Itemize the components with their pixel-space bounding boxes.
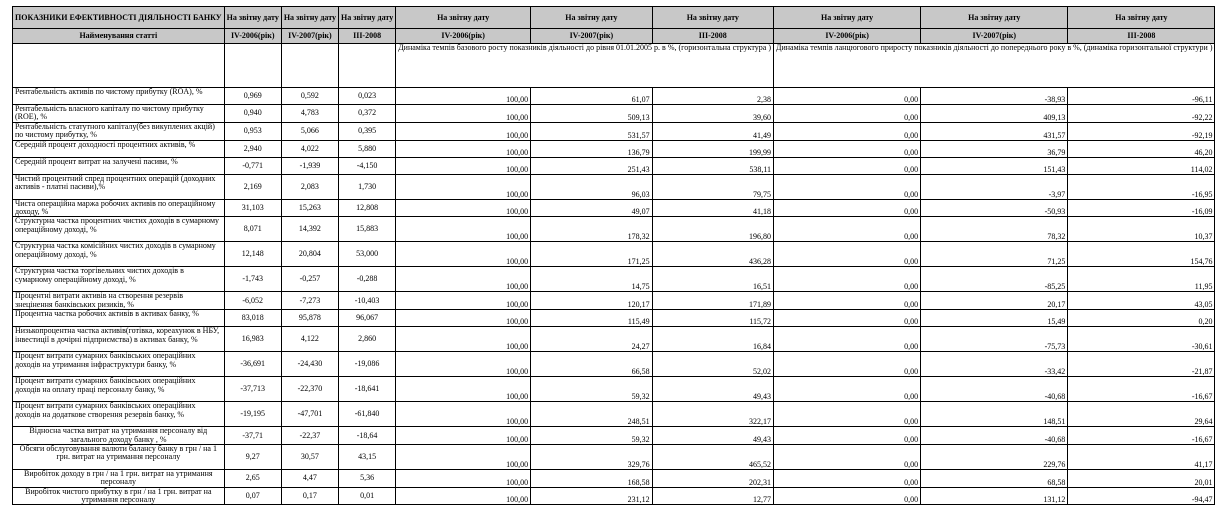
indicator-name: Структурна частка комісійних чистих доходів в сумарному операційному доході, %	[13, 242, 225, 267]
blank-cell	[224, 44, 281, 88]
indicator-value: 4,783	[281, 105, 338, 123]
table-row	[13, 310, 1215, 327]
indicator-value: -36,691	[224, 352, 281, 377]
table-row	[13, 267, 1215, 292]
chain-growth-value: 0,00	[774, 352, 921, 377]
base-growth-value: 231,12	[531, 487, 652, 505]
indicator-value: 12,808	[339, 199, 396, 217]
base-growth-value: 248,51	[531, 402, 652, 427]
base-growth-value: 538,11	[652, 157, 773, 174]
chain-growth-value: 0,00	[774, 157, 921, 174]
chain-growth-value: -40,68	[921, 377, 1068, 402]
indicator-value: 0,01	[339, 487, 396, 505]
indicator-value: 1,730	[339, 174, 396, 199]
chain-growth-value: 0,00	[774, 174, 921, 199]
header-row-notes	[13, 44, 1215, 88]
base-growth-value: 100,00	[396, 310, 531, 327]
base-growth-value: 61,07	[531, 88, 652, 105]
chain-growth-value: 431,57	[921, 122, 1068, 140]
indicator-value: 83,018	[224, 310, 281, 327]
indicator-name: Середній процент витрат на залучені пасиви, %	[13, 157, 225, 174]
indicator-name: Рентабельність статутного капіталу(без викуплених акцій) по чистому прибутку, %	[13, 122, 225, 140]
indicator-value: 9,27	[224, 444, 281, 469]
table-row	[13, 427, 1215, 445]
base-growth-value: 199,99	[652, 140, 773, 157]
indicator-value: 2,169	[224, 174, 281, 199]
indicator-value: 4,47	[281, 469, 338, 487]
table-row	[13, 105, 1215, 123]
indicator-value: -0,771	[224, 157, 281, 174]
period-header-9: III-2008	[1068, 29, 1215, 44]
base-growth-value: 100,00	[396, 140, 531, 157]
date-header-1: На звітну дату	[224, 7, 281, 29]
base-growth-value: 120,17	[531, 292, 652, 310]
indicator-value: -18,64	[339, 427, 396, 445]
chain-growth-value: -96,11	[1068, 88, 1215, 105]
table-row	[13, 242, 1215, 267]
period-header-3: III-2008	[339, 29, 396, 44]
base-growth-value: 24,27	[531, 327, 652, 352]
chain-growth-value: 154,76	[1068, 242, 1215, 267]
chain-growth-value: 0,00	[774, 199, 921, 217]
table-title: ПОКАЗНИКИ ЕФЕКТИВНОСТІ ДІЯЛЬНОСТІ БАНКУ	[13, 7, 225, 29]
period-header-4: IV-2006(рік)	[396, 29, 531, 44]
base-growth-value: 49,07	[531, 199, 652, 217]
chain-growth-value: 0,00	[774, 487, 921, 505]
header-row-periods	[13, 29, 1215, 44]
chain-growth-value: -94,47	[1068, 487, 1215, 505]
indicator-value: -19,086	[339, 352, 396, 377]
table-row	[13, 377, 1215, 402]
indicator-value: -47,701	[281, 402, 338, 427]
base-growth-value: 115,72	[652, 310, 773, 327]
base-growth-value: 100,00	[396, 267, 531, 292]
base-growth-value: 2,38	[652, 88, 773, 105]
chain-growth-value: 15,49	[921, 310, 1068, 327]
chain-growth-value: -16,67	[1068, 427, 1215, 445]
period-header-5: IV-2007(рік)	[531, 29, 652, 44]
chain-growth-value: 20,01	[1068, 469, 1215, 487]
chain-growth-value: 0,00	[774, 242, 921, 267]
efficiency-indicators-table	[12, 6, 1215, 505]
chain-growth-value: 46,20	[1068, 140, 1215, 157]
indicator-name: Виробіток чистого прибутку в грн / на 1 грн. витрат на утримання персоналу	[13, 487, 225, 505]
table-row	[13, 157, 1215, 174]
base-growth-value: 100,00	[396, 427, 531, 445]
base-growth-value: 100,00	[396, 292, 531, 310]
indicator-value: -61,840	[339, 402, 396, 427]
chain-growth-value: 114,02	[1068, 157, 1215, 174]
base-growth-value: 202,31	[652, 469, 773, 487]
base-growth-value: 41,49	[652, 122, 773, 140]
chain-growth-value: 0,00	[774, 444, 921, 469]
chain-growth-value: 0,00	[774, 140, 921, 157]
base-growth-value: 66,58	[531, 352, 652, 377]
base-growth-value: 59,32	[531, 427, 652, 445]
table-row	[13, 122, 1215, 140]
date-header-7: На звітну дату	[774, 7, 921, 29]
chain-growth-value: -40,68	[921, 427, 1068, 445]
date-header-9: На звітну дату	[1068, 7, 1215, 29]
chain-growth-value: 0,00	[774, 327, 921, 352]
table-body	[13, 7, 1215, 505]
indicator-value: 2,083	[281, 174, 338, 199]
indicator-name: Процент витрати сумарних банківських операційних доходів на утримання інфраструктури банку, %	[13, 352, 225, 377]
indicator-name: Рентабельність власного капіталу по чистому прибутку (ROE), %	[13, 105, 225, 123]
chain-growth-value: 0,00	[774, 310, 921, 327]
chain-growth-value: -85,25	[921, 267, 1068, 292]
indicator-value: 0,969	[224, 88, 281, 105]
chain-growth-value: 0,00	[774, 88, 921, 105]
chain-growth-value: 0,00	[774, 427, 921, 445]
chain-growth-value: -16,09	[1068, 199, 1215, 217]
indicator-value: 0,395	[339, 122, 396, 140]
indicator-value: 43,15	[339, 444, 396, 469]
chain-growth-value: 11,95	[1068, 267, 1215, 292]
indicator-value: 2,860	[339, 327, 396, 352]
chain-growth-value: 409,13	[921, 105, 1068, 123]
period-header-8: IV-2007(рік)	[921, 29, 1068, 44]
table-row	[13, 292, 1215, 310]
base-growth-value: 52,02	[652, 352, 773, 377]
base-growth-value: 100,00	[396, 122, 531, 140]
base-growth-value: 100,00	[396, 327, 531, 352]
chain-growth-value: 0,00	[774, 402, 921, 427]
chain-growth-value: 36,79	[921, 140, 1068, 157]
indicator-name: Середній процент доходності процентних активів, %	[13, 140, 225, 157]
chain-growth-value: 68,58	[921, 469, 1068, 487]
base-growth-value: 531,57	[531, 122, 652, 140]
period-header-7: IV-2006(рік)	[774, 29, 921, 44]
base-growth-value: 168,58	[531, 469, 652, 487]
indicator-value: -0,257	[281, 267, 338, 292]
base-growth-value: 509,13	[531, 105, 652, 123]
date-header-2: На звітну дату	[281, 7, 338, 29]
base-growth-value: 171,89	[652, 292, 773, 310]
chain-growth-value: -92,19	[1068, 122, 1215, 140]
indicator-value: 95,878	[281, 310, 338, 327]
indicator-name: Структурна частка торгівельних чистих доходів в сумарному операційному доході, %	[13, 267, 225, 292]
indicator-value: 96,067	[339, 310, 396, 327]
blank-cell	[13, 44, 225, 88]
indicator-value: 0,17	[281, 487, 338, 505]
indicator-value: -22,37	[281, 427, 338, 445]
blank-cell	[281, 44, 338, 88]
base-growth-value: 322,17	[652, 402, 773, 427]
table-row	[13, 444, 1215, 469]
indicator-name: Структурна частка процентних чистих доходів в сумарному операційному доході, %	[13, 217, 225, 242]
indicator-name: Процент витрати сумарних банківських операційних доходів на оплату праці персоналу банку, %	[13, 377, 225, 402]
base-growth-value: 100,00	[396, 242, 531, 267]
chain-growth-note: Динаміка темпів ланцюгового приросту показників діяльності до попереднього року в %, (динаміка горизонтальної структури )	[774, 44, 1215, 88]
base-growth-value: 196,80	[652, 217, 773, 242]
indicator-value: 31,103	[224, 199, 281, 217]
chain-growth-value: -3,97	[921, 174, 1068, 199]
base-growth-value: 16,84	[652, 327, 773, 352]
base-growth-value: 465,52	[652, 444, 773, 469]
indicator-name: Процентні витрати активів на створення резервів знецінення банківських ризиків, %	[13, 292, 225, 310]
date-header-6: На звітну дату	[652, 7, 773, 29]
table-row	[13, 327, 1215, 352]
chain-growth-value: -33,42	[921, 352, 1068, 377]
table-row	[13, 402, 1215, 427]
base-growth-value: 49,43	[652, 427, 773, 445]
indicator-value: -24,430	[281, 352, 338, 377]
chain-growth-value: 0,20	[1068, 310, 1215, 327]
indicator-value: 5,880	[339, 140, 396, 157]
chain-growth-value: 71,25	[921, 242, 1068, 267]
indicator-value: -7,273	[281, 292, 338, 310]
indicator-value: -6,052	[224, 292, 281, 310]
base-growth-value: 329,76	[531, 444, 652, 469]
period-header-1: IV-2006(рік)	[224, 29, 281, 44]
indicator-name: Відносна частка витрат на утримання персоналу від загального доходу банку , %	[13, 427, 225, 445]
indicator-value: 0,953	[224, 122, 281, 140]
base-growth-value: 100,00	[396, 199, 531, 217]
indicator-value: 20,804	[281, 242, 338, 267]
base-growth-value: 14,75	[531, 267, 652, 292]
indicator-value: -37,71	[224, 427, 281, 445]
base-growth-value: 100,00	[396, 377, 531, 402]
chain-growth-value: 0,00	[774, 377, 921, 402]
base-growth-value: 436,28	[652, 242, 773, 267]
base-growth-value: 49,43	[652, 377, 773, 402]
indicator-name: Низькопроцентна частка активів(готівка, кореахунок в НБУ, інвестиції в дочірні підприємства) в активах банку, %	[13, 327, 225, 352]
indicator-value: 15,263	[281, 199, 338, 217]
chain-growth-value: -75,73	[921, 327, 1068, 352]
period-header-6: III-2008	[652, 29, 773, 44]
chain-growth-value: 148,51	[921, 402, 1068, 427]
chain-growth-value: -16,95	[1068, 174, 1215, 199]
period-header-2: IV-2007(рік)	[281, 29, 338, 44]
table-row	[13, 469, 1215, 487]
chain-growth-value: 43,05	[1068, 292, 1215, 310]
indicator-value: -10,403	[339, 292, 396, 310]
base-growth-value: 100,00	[396, 157, 531, 174]
chain-growth-value: 151,43	[921, 157, 1068, 174]
chain-growth-value: 0,00	[774, 105, 921, 123]
base-growth-value: 41,18	[652, 199, 773, 217]
indicator-value: -4,150	[339, 157, 396, 174]
date-header-3: На звітну дату	[339, 7, 396, 29]
indicator-value: 2,940	[224, 140, 281, 157]
indicator-value: 53,000	[339, 242, 396, 267]
date-header-4: На звітну дату	[396, 7, 531, 29]
table-row	[13, 199, 1215, 217]
indicator-value: 8,071	[224, 217, 281, 242]
indicator-value: -19,195	[224, 402, 281, 427]
chain-growth-value: -21,87	[1068, 352, 1215, 377]
row-label-header: Найменування статті	[13, 29, 225, 44]
base-growth-note: Динаміка темпів базового росту показників діяльності до рівня 01.01.2005 р. в %, (горизонтальна структура )	[396, 44, 774, 88]
chain-growth-value: -38,93	[921, 88, 1068, 105]
base-growth-value: 100,00	[396, 402, 531, 427]
indicator-value: 30,57	[281, 444, 338, 469]
base-growth-value: 100,00	[396, 487, 531, 505]
indicator-name: Процент витрати сумарних банківських операційних доходів на додаткове створення резервів банку, %	[13, 402, 225, 427]
chain-growth-value: 131,12	[921, 487, 1068, 505]
chain-growth-value: 78,32	[921, 217, 1068, 242]
base-growth-value: 100,00	[396, 352, 531, 377]
indicator-value: 0,07	[224, 487, 281, 505]
base-growth-value: 251,43	[531, 157, 652, 174]
chain-growth-value: -16,67	[1068, 377, 1215, 402]
chain-growth-value: 229,76	[921, 444, 1068, 469]
table-row	[13, 352, 1215, 377]
chain-growth-value: -30,61	[1068, 327, 1215, 352]
indicator-name: Рентабельність активів по чистому прибутку (ROA), %	[13, 88, 225, 105]
base-growth-value: 115,49	[531, 310, 652, 327]
base-growth-value: 178,32	[531, 217, 652, 242]
base-growth-value: 100,00	[396, 174, 531, 199]
chain-growth-value: -92,22	[1068, 105, 1215, 123]
table-row	[13, 487, 1215, 505]
date-header-8: На звітну дату	[921, 7, 1068, 29]
base-growth-value: 100,00	[396, 88, 531, 105]
indicator-value: 4,022	[281, 140, 338, 157]
chain-growth-value: 41,17	[1068, 444, 1215, 469]
indicator-value: 15,883	[339, 217, 396, 242]
indicator-name: Процентна частка робочих активів в активах банку, %	[13, 310, 225, 327]
indicator-value: -1,939	[281, 157, 338, 174]
chain-growth-value: 0,00	[774, 122, 921, 140]
base-growth-value: 171,25	[531, 242, 652, 267]
table-row	[13, 140, 1215, 157]
header-row-dates	[13, 7, 1215, 29]
base-growth-value: 96,03	[531, 174, 652, 199]
chain-growth-value: 0,00	[774, 469, 921, 487]
indicator-value: 0,372	[339, 105, 396, 123]
indicator-value: 4,122	[281, 327, 338, 352]
indicator-name: Чиста операційна маржа робочих активів по операційному доходу, %	[13, 199, 225, 217]
table-row	[13, 174, 1215, 199]
indicator-value: -0,288	[339, 267, 396, 292]
indicator-value: 5,36	[339, 469, 396, 487]
indicator-value: 0,023	[339, 88, 396, 105]
indicator-name: Виробіток доходу в грн / на 1 грн. витрат на утримання персоналу	[13, 469, 225, 487]
indicator-name: Обсяги обслуговування валюти балансу банку в грн / на 1 грн. витрат на утримання персоналу	[13, 444, 225, 469]
base-growth-value: 16,51	[652, 267, 773, 292]
base-growth-value: 39,60	[652, 105, 773, 123]
chain-growth-value: 29,64	[1068, 402, 1215, 427]
chain-growth-value: -50,93	[921, 199, 1068, 217]
indicator-value: -37,713	[224, 377, 281, 402]
indicator-value: -1,743	[224, 267, 281, 292]
chain-growth-value: 0,00	[774, 217, 921, 242]
table-row	[13, 88, 1215, 105]
base-growth-value: 100,00	[396, 105, 531, 123]
date-header-5: На звітну дату	[531, 7, 652, 29]
chain-growth-value: 20,17	[921, 292, 1068, 310]
base-growth-value: 100,00	[396, 444, 531, 469]
chain-growth-value: 10,37	[1068, 217, 1215, 242]
indicator-value: -18,641	[339, 377, 396, 402]
base-growth-value: 100,00	[396, 469, 531, 487]
indicator-value: 0,592	[281, 88, 338, 105]
indicator-value: 14,392	[281, 217, 338, 242]
table-row	[13, 217, 1215, 242]
indicator-value: 2,65	[224, 469, 281, 487]
base-growth-value: 12,77	[652, 487, 773, 505]
blank-cell	[339, 44, 396, 88]
base-growth-value: 136,79	[531, 140, 652, 157]
indicator-value: -22,370	[281, 377, 338, 402]
indicator-value: 16,983	[224, 327, 281, 352]
base-growth-value: 100,00	[396, 217, 531, 242]
base-growth-value: 59,32	[531, 377, 652, 402]
indicator-name: Чистий процентний спред процентних операцій (доходних активів - платні пасиви),%	[13, 174, 225, 199]
base-growth-value: 79,75	[652, 174, 773, 199]
indicator-value: 12,148	[224, 242, 281, 267]
chain-growth-value: 0,00	[774, 292, 921, 310]
indicator-value: 5,066	[281, 122, 338, 140]
indicator-value: 0,940	[224, 105, 281, 123]
chain-growth-value: 0,00	[774, 267, 921, 292]
